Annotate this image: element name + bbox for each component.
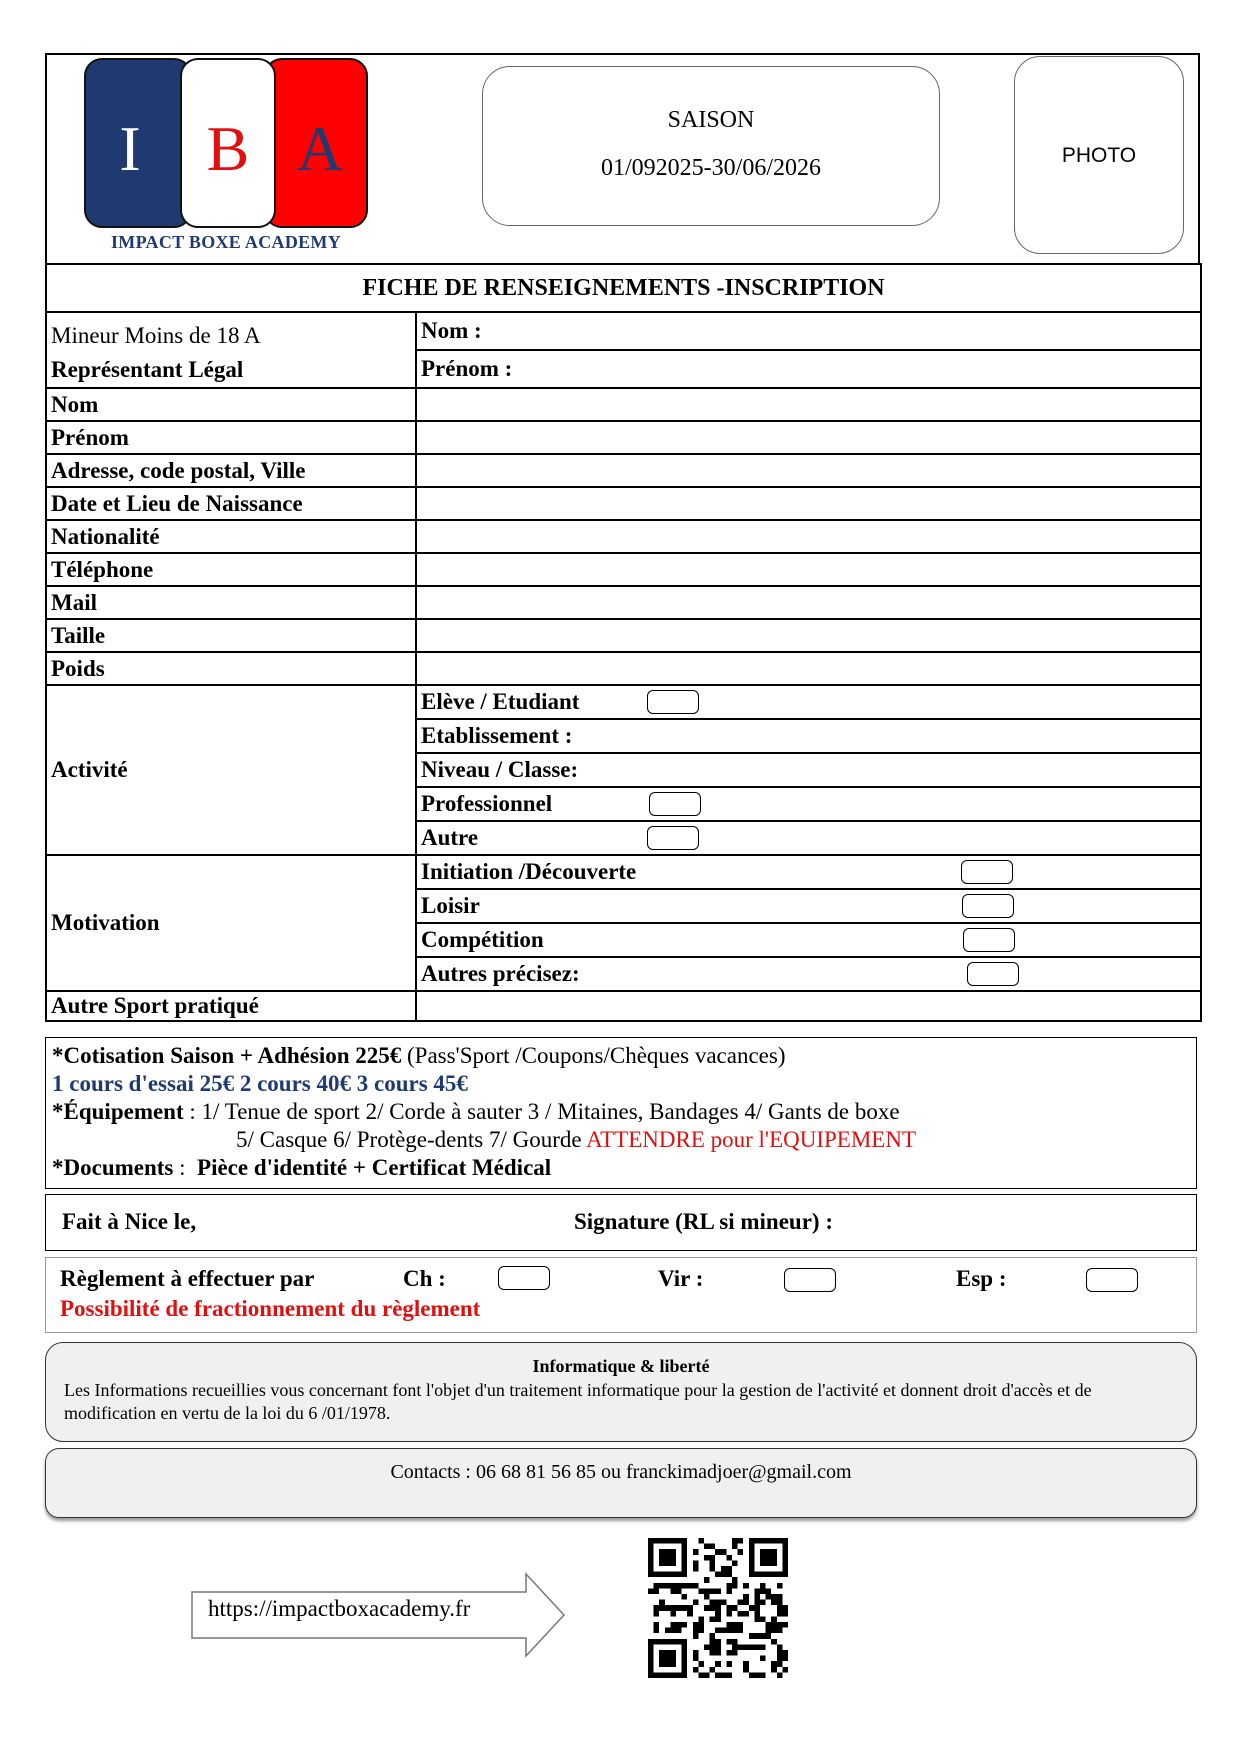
payment-label: Règlement à effectuer par	[60, 1266, 315, 1291]
activity-option-etablissement[interactable]: Etablissement :	[416, 719, 1201, 753]
field-input-poids[interactable]	[416, 652, 1201, 685]
motivation-option-autres	[416, 957, 1201, 991]
minor-label: Mineur Moins de 18 A	[51, 323, 261, 348]
documents-line: *Documents : Pièce d'identité + Certificat Médical	[52, 1155, 552, 1180]
activity-option-niveau[interactable]: Niveau / Classe:	[416, 753, 1201, 787]
motivation-option-competition	[416, 923, 1201, 957]
field-input-prenom[interactable]	[416, 421, 1201, 454]
other-sport-input[interactable]	[416, 991, 1201, 1021]
legal-title: Informatique & liberté	[532, 1356, 710, 1376]
payment-note: Possibilité de fractionnement du règlement	[60, 1296, 481, 1321]
loisir-checkbox[interactable]	[962, 894, 1014, 918]
contact-text: Contacts : 06 68 81 56 85 ou franckimadjoer@gmail.com	[390, 1461, 852, 1483]
signature-place: Fait à Nice le,	[62, 1209, 197, 1234]
field-input-naissance[interactable]	[416, 487, 1201, 520]
motivation-option-loisir-label: Loisir	[421, 893, 480, 918]
signature-label: Signature (RL si mineur) :	[574, 1209, 833, 1234]
photo-box[interactable]: PHOTO	[1014, 56, 1184, 254]
equipement-list-2: 5/ Casque 6/ Protège-dents 7/ Gourde	[236, 1127, 587, 1152]
payment-cheque-label: Ch :	[403, 1266, 446, 1291]
field-label-nationalite: Nationalité	[46, 520, 416, 553]
field-input-telephone[interactable]	[416, 553, 1201, 586]
field-input-nationalite[interactable]	[416, 520, 1201, 553]
season-dates: 01/092025-30/06/2026	[601, 155, 821, 181]
field-label-telephone: Téléphone	[46, 553, 416, 586]
legal-rep-label: Représentant Légal	[51, 357, 244, 382]
cotisation-line	[52, 1042, 1190, 1070]
registration-table	[45, 263, 1202, 1022]
field-input-adresse[interactable]	[416, 454, 1201, 487]
equipement-label: *Équipement	[52, 1099, 184, 1124]
logo-blue-panel	[84, 58, 192, 228]
other-sport-label: Autre Sport pratiqué	[46, 991, 416, 1021]
autre-checkbox[interactable]	[647, 826, 699, 850]
activity-option-professionnel-label: Professionnel	[421, 791, 553, 816]
motivation-option-competition-label: Compétition	[421, 927, 544, 952]
payment-box	[45, 1257, 1197, 1333]
equipement-list-1: : 1/ Tenue de sport 2/ Corde à sauter 3 / Mitaines, Bandages 4/ Gants de boxe	[183, 1099, 900, 1124]
activity-option-eleve	[416, 685, 1201, 719]
initiation-checkbox[interactable]	[961, 860, 1013, 884]
field-label-adresse: Adresse, code postal, Ville	[46, 454, 416, 487]
season-box	[482, 66, 940, 226]
competition-checkbox[interactable]	[963, 928, 1015, 952]
activity-option-eleve-label: Elève / Etudiant	[421, 689, 580, 714]
especes-checkbox[interactable]	[1086, 1268, 1138, 1292]
field-label-nom: Nom	[46, 388, 416, 421]
form-title: FICHE DE RENSEIGNEMENTS -INSCRIPTION	[46, 264, 1201, 312]
equipement-line	[52, 1098, 1190, 1126]
qr-code-icon	[640, 1538, 796, 1678]
info-box	[45, 1037, 1197, 1189]
legal-box	[45, 1342, 1197, 1442]
documents-value: Pièce d'identité + Certificat Médical	[197, 1155, 552, 1180]
trial-prices: 1 cours d'essai 25€ 2 cours 40€ 3 cours 45€	[52, 1071, 468, 1096]
iba-logo	[84, 58, 368, 228]
motivation-option-initiation	[416, 855, 1201, 889]
field-input-mail[interactable]	[416, 586, 1201, 619]
field-label-poids: Poids	[46, 652, 416, 685]
field-label-prenom: Prénom	[46, 421, 416, 454]
website-url[interactable]: https://impactboxacademy.fr	[208, 1596, 471, 1621]
legal-rep-cell	[46, 312, 416, 388]
cotisation-note: (Pass'Sport /Coupons/Chèques vacances)	[401, 1043, 786, 1068]
field-input-nom[interactable]	[416, 388, 1201, 421]
equipement-warning: ATTENDRE pour l'EQUIPEMENT	[586, 1127, 917, 1152]
equipement-line-2	[52, 1126, 1190, 1154]
logo-red-panel	[264, 58, 368, 228]
cotisation-label: *Cotisation Saison + Adhésion 225€	[52, 1043, 402, 1068]
logo-letter-a: A	[296, 113, 344, 184]
virement-checkbox[interactable]	[784, 1268, 836, 1292]
activity-option-professionnel	[416, 787, 1201, 821]
documents-label: *Documents	[52, 1155, 174, 1180]
field-label-taille: Taille	[46, 619, 416, 652]
cheque-checkbox[interactable]	[498, 1266, 550, 1290]
season-label: SAISON	[667, 107, 755, 133]
autres-checkbox[interactable]	[967, 962, 1019, 986]
rep-nom-field[interactable]: Nom :	[416, 312, 1201, 350]
logo-letter-b: B	[206, 113, 250, 184]
professionnel-checkbox[interactable]	[649, 792, 701, 816]
activity-option-autre-label: Autre	[421, 825, 479, 850]
logo-white-panel	[180, 58, 276, 228]
eleve-checkbox[interactable]	[647, 690, 699, 714]
contact-box	[45, 1448, 1197, 1518]
logo-subtitle: IMPACT BOXE ACADEMY	[110, 232, 342, 252]
rep-prenom-field[interactable]: Prénom :	[416, 350, 1201, 388]
field-label-mail: Mail	[46, 586, 416, 619]
motivation-option-autres-label: Autres précisez:	[421, 961, 580, 986]
motivation-label: Motivation	[46, 855, 416, 991]
motivation-option-initiation-label: Initiation /Découverte	[421, 859, 637, 884]
activity-option-autre	[416, 821, 1201, 855]
legal-text: Les Informations recueillies vous concernant font l'objet d'un traitement informatique pour la gestion de l'activité et donnent droit d'accès et de modification en vertu de la loi du 6 /01/1978.	[64, 1380, 1092, 1423]
payment-virement-label: Vir :	[658, 1266, 704, 1291]
field-label-naissance: Date et Lieu de Naissance	[46, 487, 416, 520]
signature-box[interactable]	[45, 1194, 1197, 1251]
activity-label: Activité	[46, 685, 416, 855]
logo-letter-i: I	[119, 113, 141, 184]
field-input-taille[interactable]	[416, 619, 1201, 652]
motivation-option-loisir	[416, 889, 1201, 923]
payment-especes-label: Esp :	[956, 1266, 1007, 1291]
